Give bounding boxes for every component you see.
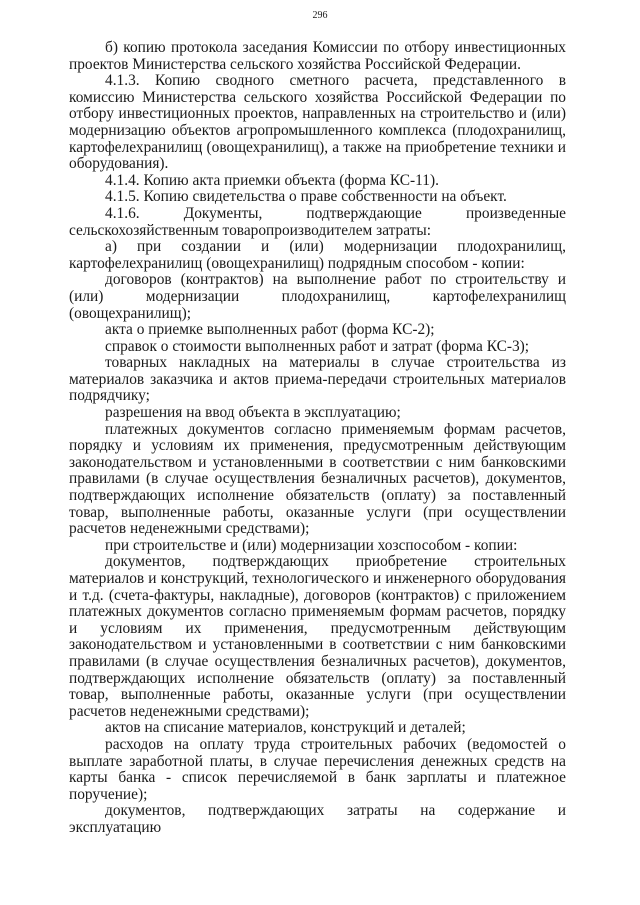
paragraph-own-method: при строительстве и (или) модернизации хозспособом - копии: <box>105 536 518 554</box>
paragraph-writeoff: актов на списание материалов, конструкций и деталей; <box>105 719 466 737</box>
paragraph-contract-method: а) при создании и (или) модернизации плодохранилищ, картофелехранилищ (овощехранилищ) подрядным способом - копии: <box>69 238 566 272</box>
paragraph-payment-docs: платежных документов согласно применяемым формам расчетов, порядку и условиям их применения, предусмотренным действующим законодательством и установленными в соответствии с ним банковскими правилами (в случае осуществления безналичных расчетов), документов, подтверждающих исполнение обязательств (оплату) за поставленный товар, выполненные работы, оказанные услуги (при осуществлении расчетов неденежными средствами); <box>69 420 566 538</box>
paragraph-4-1-5: 4.1.5. Копию свидетельства о праве собственности на объект. <box>105 188 507 206</box>
paragraph-maintenance: документов, подтверждающих затраты на содержание и эксплуатацию <box>69 802 566 836</box>
paragraph-contracts: договоров (контрактов) на выполнение работ по строительству и (или) модернизации плодохранилищ, картофелехранилищ (овощехранилищ); <box>69 271 566 322</box>
paragraph-labor-costs: расходов на оплату труда строительных рабочих (ведомостей о выплате заработной платы, в случае перечисления денежных средств на карты банка - список перечисляемой в банк зарплаты и платежное поручение); <box>69 735 566 803</box>
paragraph-invoices: товарных накладных на материалы в случае строительства из материалов заказчика и актов приема-передачи строительных материалов подрядчику; <box>69 354 566 405</box>
paragraph-ks2: акта о приемке выполненных работ (форма КС-2); <box>105 321 435 339</box>
page-number: 296 <box>312 10 328 21</box>
paragraph-material-docs: документов, подтверждающих приобретение строительных материалов и конструкций, технологического и инженерного оборудования и т.д. (счета-фактуры, накладные), договоров (контрактов) с приложением платежных документов согласно применяемым формам расчетов, порядку и условиям их применения, предусмотренным действующим законодательством и установленными в соответствии с ним банковскими правилами (в случае осуществления безналичных расчетов), документов, подтверждающих исполнение обязательств (оплату) за поставленный товар, выполненные работы, оказанные услуги (при осуществлении расчетов неденежными средствами); <box>69 553 566 720</box>
paragraph-4-1-6: 4.1.6. Документы, подтверждающие произведенные сельскохозяйственным товаропроизводителем затраты: <box>69 204 566 239</box>
paragraph-permit: разрешения на ввод объекта в эксплуатацию; <box>105 404 401 422</box>
paragraph-4-1-4: 4.1.4. Копию акта приемки объекта (форма КС-11). <box>105 171 439 189</box>
paragraph-ks3: справок о стоимости выполненных работ и затрат (форма КС-3); <box>105 337 530 355</box>
paragraph-4-1-3: 4.1.3. Копию сводного сметного расчета, представленного в комиссию Министерства сельского хозяйства Российской Федерации по отбору инвестиционных проектов, направленных на строительство и (или) модернизацию объектов агропромышленного комплекса (плодохранилищ, картофелехранилищ (овощехранилищ), а также на приобретение техники и оборудования). <box>69 72 566 173</box>
paragraph-protocol: б) копию протокола заседания Комиссии по отбору инвестиционных проектов Министерства сельского хозяйства Российской Федерации. <box>69 39 566 73</box>
document-body <box>69 40 566 837</box>
